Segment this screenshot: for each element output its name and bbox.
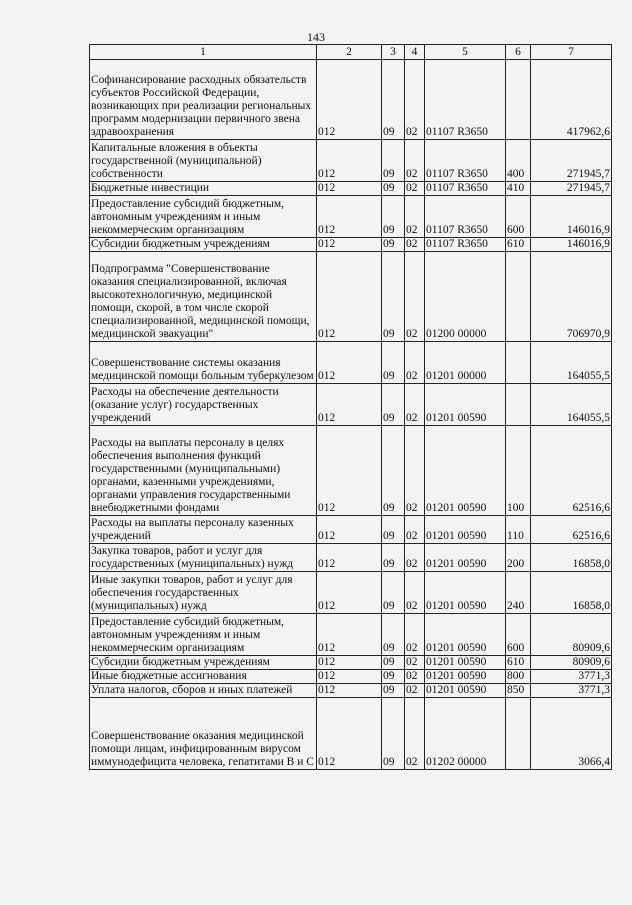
row-target-article: 01107 R3650 — [425, 182, 506, 196]
row-expense-type — [506, 60, 531, 140]
row-section: 09 — [382, 140, 405, 182]
table-row — [90, 196, 612, 238]
row-expense-type — [506, 342, 531, 384]
row-subsection: 02 — [405, 572, 425, 614]
row-target-article: 01201 00590 — [425, 684, 506, 698]
row-amount: 62516,6 — [531, 426, 612, 516]
row-subsection: 02 — [405, 252, 425, 342]
row-grbs: 012 — [317, 614, 382, 656]
row-subsection: 02 — [405, 544, 425, 572]
row-section: 09 — [382, 182, 405, 196]
row-grbs: 012 — [317, 544, 382, 572]
row-subsection: 02 — [405, 238, 425, 252]
table-row — [90, 182, 612, 196]
row-target-article: 01201 00590 — [425, 384, 506, 426]
row-target-article: 01201 00590 — [425, 614, 506, 656]
row-grbs: 012 — [317, 670, 382, 684]
row-name: Подпрограмма "Совершенствование оказания специализированной, включая высокотехнологичную, медицинской помощи, скорой, в том числе скорой специализированной, медицинской помощи, медицинской эвакуации" — [90, 252, 317, 342]
row-target-article: 01201 00590 — [425, 572, 506, 614]
row-expense-type: 200 — [506, 544, 531, 572]
row-section: 09 — [382, 196, 405, 238]
row-expense-type: 400 — [506, 140, 531, 182]
column-header-amount: 7 — [531, 45, 612, 60]
row-amount: 146016,9 — [531, 196, 612, 238]
row-expense-type — [506, 698, 531, 770]
table-row — [90, 670, 612, 684]
row-section: 09 — [382, 544, 405, 572]
row-amount: 3771,3 — [531, 670, 612, 684]
row-subsection: 02 — [405, 614, 425, 656]
table-row — [90, 572, 612, 614]
row-target-article: 01107 R3650 — [425, 196, 506, 238]
row-target-article: 01202 00000 — [425, 698, 506, 770]
row-section: 09 — [382, 342, 405, 384]
row-expense-type: 600 — [506, 196, 531, 238]
row-grbs: 012 — [317, 60, 382, 140]
row-name: Субсидии бюджетным учреждениям — [90, 656, 317, 670]
row-name: Совершенствование системы оказания медицинской помощи больным туберкулезом — [90, 342, 317, 384]
row-section: 09 — [382, 614, 405, 656]
row-target-article: 01201 00590 — [425, 544, 506, 572]
row-section: 09 — [382, 60, 405, 140]
row-grbs: 012 — [317, 140, 382, 182]
row-expense-type: 800 — [506, 670, 531, 684]
row-target-article: 01201 00590 — [425, 516, 506, 544]
table-row — [90, 238, 612, 252]
row-grbs: 012 — [317, 238, 382, 252]
row-grbs: 012 — [317, 572, 382, 614]
row-subsection: 02 — [405, 384, 425, 426]
row-grbs: 012 — [317, 698, 382, 770]
table-row — [90, 698, 612, 770]
row-expense-type: 600 — [506, 614, 531, 656]
row-target-article: 01201 00000 — [425, 342, 506, 384]
row-expense-type: 410 — [506, 182, 531, 196]
table-row — [90, 656, 612, 670]
row-amount: 706970,9 — [531, 252, 612, 342]
row-name: Иные бюджетные ассигнования — [90, 670, 317, 684]
row-amount: 16858,0 — [531, 544, 612, 572]
row-grbs: 012 — [317, 196, 382, 238]
table-row — [90, 384, 612, 426]
row-amount: 271945,7 — [531, 182, 612, 196]
row-target-article: 01200 00000 — [425, 252, 506, 342]
row-amount: 271945,7 — [531, 140, 612, 182]
row-expense-type: 100 — [506, 426, 531, 516]
row-expense-type — [506, 252, 531, 342]
row-name: Предоставление субсидий бюджетным, автономным учреждениям и иным некоммерческим организациям — [90, 196, 317, 238]
row-amount: 80909,6 — [531, 656, 612, 670]
row-name: Расходы на выплаты персоналу казенных учреждений — [90, 516, 317, 544]
column-header-subsection: 4 — [405, 45, 425, 60]
row-target-article: 01107 R3650 — [425, 140, 506, 182]
row-expense-type: 850 — [506, 684, 531, 698]
column-header-target-article: 5 — [425, 45, 506, 60]
row-amount: 3066,4 — [531, 698, 612, 770]
row-subsection: 02 — [405, 342, 425, 384]
column-header-grbs: 2 — [317, 45, 382, 60]
row-section: 09 — [382, 684, 405, 698]
row-expense-type: 610 — [506, 656, 531, 670]
row-amount: 62516,6 — [531, 516, 612, 544]
row-name: Расходы на выплаты персоналу в целях обеспечения выполнения функций государственными (муниципальными) органами, казенными учреждениями, органами управления государственными внебюджетными фондами — [90, 426, 317, 516]
row-expense-type: 240 — [506, 572, 531, 614]
row-subsection: 02 — [405, 196, 425, 238]
row-subsection: 02 — [405, 60, 425, 140]
row-name: Капитальные вложения в объекты государственной (муниципальной) собственности — [90, 140, 317, 182]
row-target-article: 01107 R3650 — [425, 238, 506, 252]
row-section: 09 — [382, 238, 405, 252]
row-grbs: 012 — [317, 516, 382, 544]
table-row — [90, 342, 612, 384]
table-row — [90, 60, 612, 140]
row-section: 09 — [382, 698, 405, 770]
row-grbs: 012 — [317, 182, 382, 196]
row-section: 09 — [382, 516, 405, 544]
row-amount: 3771,3 — [531, 684, 612, 698]
row-amount: 164055,5 — [531, 342, 612, 384]
row-amount: 80909,6 — [531, 614, 612, 656]
page-number: 143 — [307, 30, 325, 44]
row-subsection: 02 — [405, 140, 425, 182]
table-row — [90, 252, 612, 342]
row-amount: 146016,9 — [531, 238, 612, 252]
table-row — [90, 614, 612, 656]
column-header-name: 1 — [90, 45, 317, 60]
row-subsection: 02 — [405, 656, 425, 670]
table-header-row — [90, 45, 612, 60]
table-row — [90, 684, 612, 698]
row-name: Бюджетные инвестиции — [90, 182, 317, 196]
row-subsection: 02 — [405, 426, 425, 516]
row-target-article: 01201 00590 — [425, 670, 506, 684]
row-subsection: 02 — [405, 670, 425, 684]
row-grbs: 012 — [317, 656, 382, 670]
row-grbs: 012 — [317, 252, 382, 342]
row-name: Предоставление субсидий бюджетным, автономным учреждениям и иным некоммерческим организациям — [90, 614, 317, 656]
row-name: Совершенствование оказания медицинской помощи лицам, инфицированным вирусом иммунодефицита человека, гепатитами В и С — [90, 698, 317, 770]
row-amount: 164055,5 — [531, 384, 612, 426]
row-grbs: 012 — [317, 684, 382, 698]
row-section: 09 — [382, 426, 405, 516]
column-header-expense-type: 6 — [506, 45, 531, 60]
row-expense-type: 610 — [506, 238, 531, 252]
row-name: Софинансирование расходных обязательств субъектов Российской Федерации, возникающих при реализации региональных программ модернизации первичного звена здравоохранения — [90, 60, 317, 140]
row-target-article: 01201 00590 — [425, 426, 506, 516]
row-name: Иные закупки товаров, работ и услуг для обеспечения государственных (муниципальных) нужд — [90, 572, 317, 614]
row-name: Расходы на обеспечение деятельности (оказание услуг) государственных учреждений — [90, 384, 317, 426]
row-subsection: 02 — [405, 684, 425, 698]
row-grbs: 012 — [317, 384, 382, 426]
row-target-article: 01107 R3650 — [425, 60, 506, 140]
row-grbs: 012 — [317, 426, 382, 516]
row-section: 09 — [382, 572, 405, 614]
table-row — [90, 426, 612, 516]
table-row — [90, 516, 612, 544]
row-name: Субсидии бюджетным учреждениям — [90, 238, 317, 252]
table-row — [90, 140, 612, 182]
row-amount: 16858,0 — [531, 572, 612, 614]
row-amount: 417962,6 — [531, 60, 612, 140]
table-row — [90, 544, 612, 572]
row-section: 09 — [382, 384, 405, 426]
row-target-article: 01201 00590 — [425, 656, 506, 670]
row-name: Закупка товаров, работ и услуг для государственных (муниципальных) нужд — [90, 544, 317, 572]
row-subsection: 02 — [405, 516, 425, 544]
row-section: 09 — [382, 656, 405, 670]
row-name: Уплата налогов, сборов и иных платежей — [90, 684, 317, 698]
row-subsection: 02 — [405, 698, 425, 770]
budget-table — [89, 44, 612, 770]
row-section: 09 — [382, 670, 405, 684]
column-header-section: 3 — [382, 45, 405, 60]
row-grbs: 012 — [317, 342, 382, 384]
row-expense-type: 110 — [506, 516, 531, 544]
row-subsection: 02 — [405, 182, 425, 196]
row-expense-type — [506, 384, 531, 426]
row-section: 09 — [382, 252, 405, 342]
